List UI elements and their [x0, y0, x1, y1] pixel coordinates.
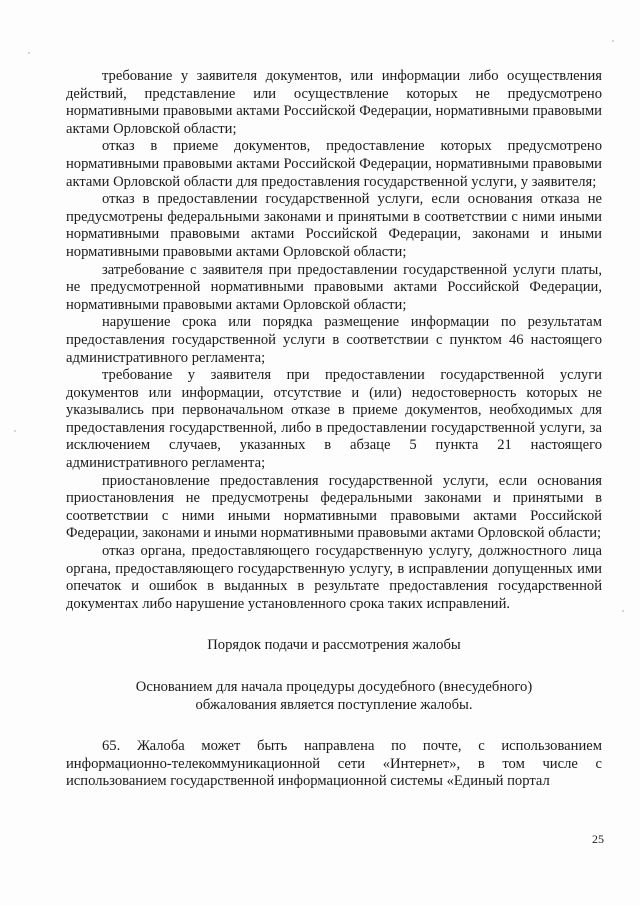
paragraph-65: 65. Жалоба может быть направлена по почте, с использованием информационно-телекоммуникационной сети «Интернет», в том числе с использованием государственной информационной системы «Единый портал — [66, 738, 602, 790]
list-paragraph: затребование с заявителя при предоставлении государственной услуги платы, не предусмотренной нормативными правовыми актами Российской Федерации, нормативными правовыми актами Орловской области; — [66, 261, 602, 313]
sub-heading-line: обжалования является поступление жалобы. — [195, 696, 473, 713]
scan-speck — [612, 40, 614, 42]
document-body — [66, 68, 602, 791]
list-paragraph: отказ в приеме документов, предоставление которых предусмотрено нормативными правовыми актами Российской Федерации, нормативными правовыми актами Орловской области для предоставления государственной услуги, у заявителя; — [66, 138, 602, 190]
list-paragraph: нарушение срока или порядка размещение информации по результатам предоставления государственной услуги в соответствии с пунктом 46 настоящего административного регламента; — [66, 314, 602, 366]
scan-speck — [14, 430, 16, 432]
scan-speck — [622, 610, 624, 612]
list-paragraph: требование у заявителя документов, или информации либо осуществления действий, представление или осуществление которых не предусмотрено нормативными правовыми актами Российской Федерации, нормативными правовыми актами Орловской области; — [66, 68, 602, 137]
page-number: 25 — [592, 832, 604, 846]
list-paragraph: отказ органа, предоставляющего государственную услугу, должностного лица органа, предоставляющего государственную услугу, в исправлении допущенных ими опечаток и ошибок в выданных в результате предоставления государственной документах либо нарушение установленного срока таких исправлений. — [66, 543, 602, 612]
list-paragraph: требование у заявителя при предоставлении государственной услуги документов или информации, отсутствие и (или) недостоверность которых не указывались при первоначальном отказе в приеме документов, необходимых для предоставления государственной, либо в предоставлении государственной услуги, за исключением случаев, указанных в абзаце 5 пункта 21 настоящего административного регламента; — [66, 367, 602, 472]
list-paragraph: приостановление предоставления государственной услуги, если основания приостановления не предусмотрены федеральными законами и принятыми в соответствии с ними иными нормативными правовыми актами Российской Федерации, законами и иными нормативными правовыми актами Орловской области; — [66, 472, 602, 542]
list-paragraph: отказ в предоставлении государственной услуги, если основания отказа не предусмотрены федеральными законами и принятыми в соответствии с ними иными нормативными правовыми актами Российской Федерации, законами и иными нормативными правовыми актами Орловской области; — [66, 191, 602, 260]
sub-heading-line: Основанием для начала процедуры досудебного (внесудебного) — [135, 679, 533, 695]
section-heading: Порядок подачи и рассмотрения жалобы — [207, 637, 461, 654]
scan-speck — [28, 52, 30, 54]
sub-heading — [66, 679, 602, 714]
